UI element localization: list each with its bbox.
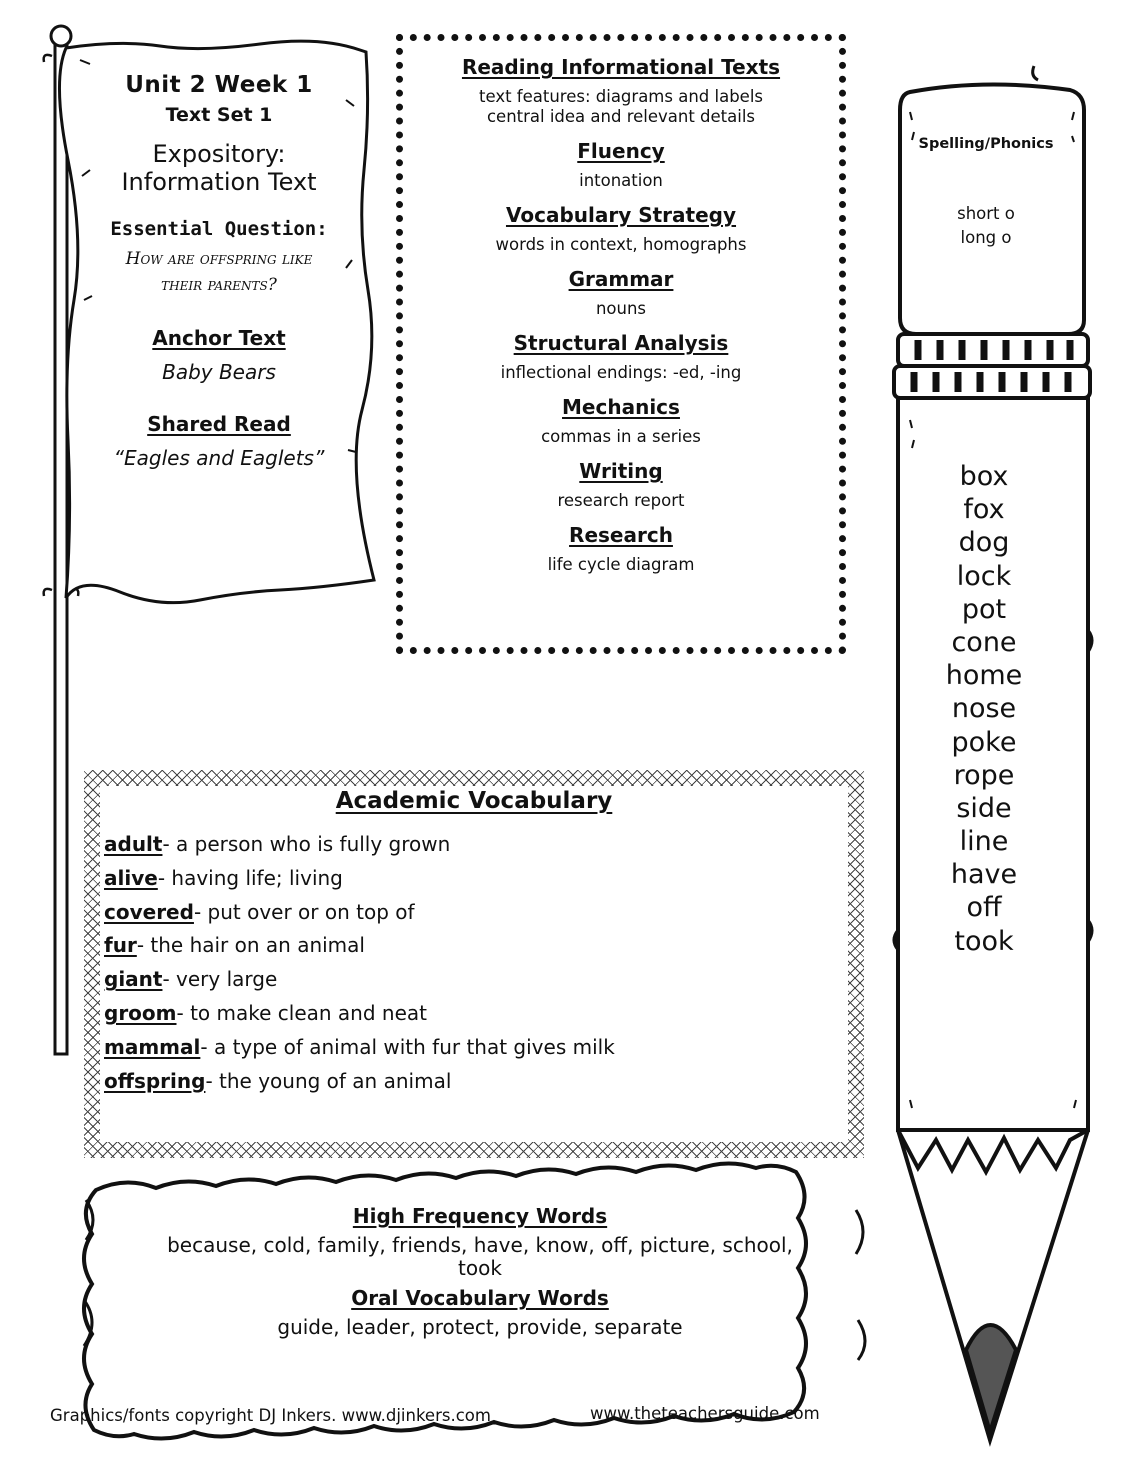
unit-title: Unit 2 Week 1 <box>125 72 313 98</box>
spelling-word: line <box>959 826 1009 858</box>
vocab-word: giant <box>104 967 163 992</box>
anchor-text-label: Anchor Text <box>152 326 286 350</box>
skill-line: words in context, homographs <box>495 235 747 254</box>
spelling-word: home <box>945 660 1023 692</box>
spelling-word: took <box>954 925 1014 957</box>
vocab-title: Academic Vocabulary <box>335 788 613 814</box>
footer-website: www.theteachersguide.com <box>590 1404 820 1423</box>
genre-line-1: Expository: <box>152 140 286 168</box>
shared-read-label: Shared Read <box>147 412 291 436</box>
essential-question-line-1: How are offspring like <box>125 249 313 269</box>
oral-vocabulary-label: Oral Vocabulary Words <box>351 1286 609 1310</box>
vocab-word: covered <box>104 899 194 924</box>
high-frequency-line-2: took <box>458 1256 502 1280</box>
vocab-definition: - put over or on top of <box>193 899 415 924</box>
vocab-word: alive <box>104 865 158 890</box>
spelling-word: dog <box>958 527 1010 559</box>
vocab-definition: - the hair on an animal <box>136 933 365 958</box>
spelling-word: nose <box>951 693 1017 725</box>
spelling-word: have <box>950 859 1018 891</box>
phonics-patterns <box>906 202 1066 250</box>
skill-heading: Structural Analysis <box>513 331 729 355</box>
vocab-definition: - to make clean and neat <box>176 1000 427 1025</box>
vocab-word: offspring <box>104 1068 206 1093</box>
spelling-word: pot <box>961 593 1007 625</box>
spelling-word: cone <box>951 626 1017 658</box>
footer-copyright: Graphics/fonts copyright DJ Inkers. www.djinkers.com <box>50 1406 491 1425</box>
skill-line: inflectional endings: -ed, -ing <box>500 363 742 382</box>
text-set: Text Set 1 <box>165 104 273 126</box>
vocab-word: mammal <box>104 1034 201 1059</box>
anchor-text-title: Baby Bears <box>162 360 276 384</box>
phonics-pattern: long o <box>960 228 1012 247</box>
skill-heading: Writing <box>579 459 663 483</box>
genre-line-2: Information Text <box>121 168 317 196</box>
skill-heading: Fluency <box>577 139 665 163</box>
shared-read-title: “Eagles and Eaglets” <box>113 446 325 470</box>
skill-line: text features: diagrams and labels <box>478 87 764 106</box>
vocab-definition: - very large <box>162 967 278 992</box>
skill-heading: Vocabulary Strategy <box>505 203 737 227</box>
essential-question-line-2: their parents? <box>161 275 277 295</box>
spelling-word-list <box>906 460 1062 958</box>
spelling-word: off <box>966 892 1002 924</box>
skill-heading: Reading Informational Texts <box>461 55 781 79</box>
skill-heading: Research <box>569 523 673 547</box>
skill-line: nouns <box>595 299 647 318</box>
spelling-word: poke <box>951 726 1017 758</box>
phonics-pattern: short o <box>957 204 1015 223</box>
spelling-word: rope <box>953 759 1015 791</box>
spelling-word: box <box>959 461 1009 492</box>
spelling-word: fox <box>963 494 1005 526</box>
skill-line: life cycle diagram <box>547 555 695 574</box>
spelling-word: lock <box>956 560 1012 592</box>
high-frequency-label: High Frequency Words <box>352 1204 608 1228</box>
vocab-definition: - the young of an animal <box>205 1068 452 1093</box>
spelling-word: side <box>956 792 1012 824</box>
high-frequency-line-1: because, cold, family, friends, have, know, off, picture, school, <box>167 1233 793 1257</box>
skill-line: research report <box>557 491 685 510</box>
vocab-word: adult <box>104 832 163 856</box>
vocab-definition: - a type of animal with fur that gives milk <box>200 1034 615 1059</box>
skill-line: central idea and relevant details <box>486 107 756 126</box>
skill-heading: Grammar <box>568 267 674 291</box>
vocab-word: fur <box>104 933 137 958</box>
skill-line: intonation <box>579 171 663 190</box>
skill-line: commas in a series <box>541 427 701 446</box>
vocab-definition: - a person who is fully grown <box>162 832 451 856</box>
vocab-definition: - having life; living <box>157 865 343 890</box>
oral-vocabulary-words: guide, leader, protect, provide, separate <box>277 1315 683 1339</box>
spelling-phonics-label: Spelling/Phonics <box>918 136 1054 152</box>
skill-heading: Mechanics <box>562 395 680 419</box>
vocab-word: groom <box>104 1000 177 1025</box>
essential-question-label: Essential Question: <box>110 218 328 240</box>
